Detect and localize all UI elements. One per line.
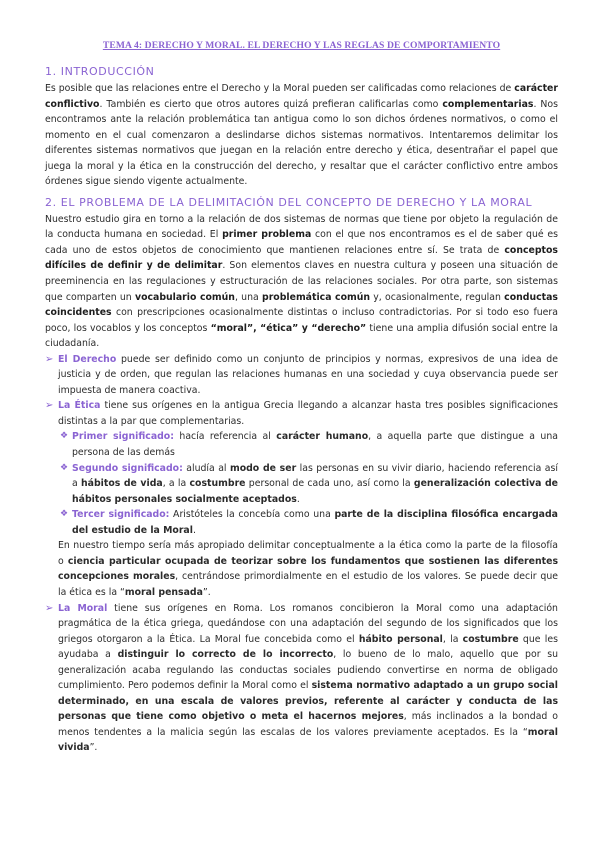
list-item-derecho: ➢ El Derecho puede ser definido como un conjunto de principios y normas, expresivos de una idea de justicia y de orden, que regulan las relaciones humanas en una sociedad y cuya observancia puede ser impuesta de manera coactiva. [45, 353, 558, 396]
intro-paragraph: Es posible que las relaciones entre el Derecho y la Moral pueden ser calificadas como relaciones de carácter conflictivo. También es cierto que otros autores quizá prefieran calificarlas como complementarias. Nos encontramos ante la relación problemática tan antigua como lo son dichos órdenes normativos, o como el momento en el cual comenzaron a deslindarse dichos sistemas normativos. Intentaremos delimitar los diferentes sistemas normativos que juegan en la relación entre derecho y ética, desentrañar el papel que juega la moral y la ética en la construcción del derecho, y resaltar que el carácter conflictivo entre ambos órdenes sigue siendo vigente actualmente. [45, 83, 559, 188]
diamond-bullet-icon: ❖ [60, 462, 69, 473]
etica-meanings-list [45, 429, 558, 538]
concept-list [45, 352, 558, 430]
arrow-bullet-icon: ➢ [45, 602, 54, 614]
delimitacion-paragraph: Nuestro estudio gira en torno a la relación de dos sistemas de normas que tiene por objeto la regulación de la conducta humana en sociedad. El primer problema con el que nos encontramos es el de saber qué es cada uno de estos objetos de conocimiento que mantienen relaciones entre sí. Se trata de conceptos difíciles de definir y de delimitar. Son elementos claves en nuestra cultura y poseen una situación de preeminencia en las regulaciones y estructuración de las relaciones sociales. Por otra parte, son sistemas que comparten un vocabulario común, una problemática común y, ocasionalmente, regulan conductas coincidentes con prescripciones ocasionalmente distintas o incluso contradictorias. Por si todo eso fuera poco, los vocablos y los conceptos “moral”, “ética” y “derecho” tiene una amplia difusión social entre la ciudadanía. [45, 213, 559, 350]
section-heading-introduccion: 1. INTRODUCCIÓN [45, 65, 155, 78]
arrow-bullet-icon: ➢ [45, 353, 54, 365]
sub-item-segundo-significado: ❖ Segundo significado: aludía al modo de ser las personas en su vivir diario, haciendo referencia así a hábitos de vida, a la costumbre personal de cada uno, así como la generalización colectiva de hábitos personales socialmente aceptados. [60, 462, 558, 505]
list-item-moral: ➢ La Moral tiene sus orígenes en Roma. Los romanos concibieron la Moral como una adaptación pragmática de la ética griega, quedándose con una adaptación del segundo de los significados que los griegos otorgaron a la Ética. La Moral fue concebida como el hábito personal, la costumbre que les ayudaba a distinguir lo correcto de lo incorrecto, lo bueno de lo malo, aquello que por su generalización acaba regulando las conductas sociales pudiendo convertirse en norma de obligado cumplimiento. Pero podemos definir la Moral como el sistema normativo adaptado a un grupo social determinado, en una escala de valores previos, referente al carácter y conducta de las personas que tiene como objetivo o meta el hacernos mejores, más inclinados a la bondad o menos tendentes a la malicia según las escalas de los valores previamente aceptados. Es la “moral vivida”. [45, 602, 559, 754]
sub-item-primer-significado: ❖ Primer significado: hacía referencia al carácter humano, a aquella parte que distingue a una persona de las demás [60, 431, 559, 459]
sub-item-tercer-significado: ❖ Tercer significado: Aristóteles la concebía como una parte de la disciplina filosófica encargada del estudio de la Moral. [60, 509, 558, 536]
diamond-bullet-icon: ❖ [60, 431, 69, 442]
etica-conclusion-paragraph: En nuestro tiempo sería más apropiado delimitar conceptualmente a la ética como la parte de la filosofía o ciencia particular ocupada de teorizar sobre los fundamentos que sostienen las diferentes concepciones morales, centrándose primordialmente en el estudio de los valores. Se puede decir que la ética es la “moral pensada”. [58, 540, 559, 598]
arrow-bullet-icon: ➢ [45, 400, 54, 412]
diamond-bullet-icon: ❖ [60, 509, 69, 520]
list-item-etica: ➢ La Ética tiene sus orígenes en la antigua Grecia llegando a alcanzar hasta tres posibles significaciones distintas a la par que complementarias. [45, 400, 558, 427]
section-heading-delimitacion: 2. EL PROBLEMA DE LA DELIMITACIÓN DEL CONCEPTO DE DERECHO Y LA MORAL [45, 195, 533, 209]
document-title: TEMA 4: DERECHO Y MORAL. EL DERECHO Y LAS REGLAS DE COMPORTAMIENTO [102, 40, 501, 51]
concept-list-moral [45, 601, 558, 756]
